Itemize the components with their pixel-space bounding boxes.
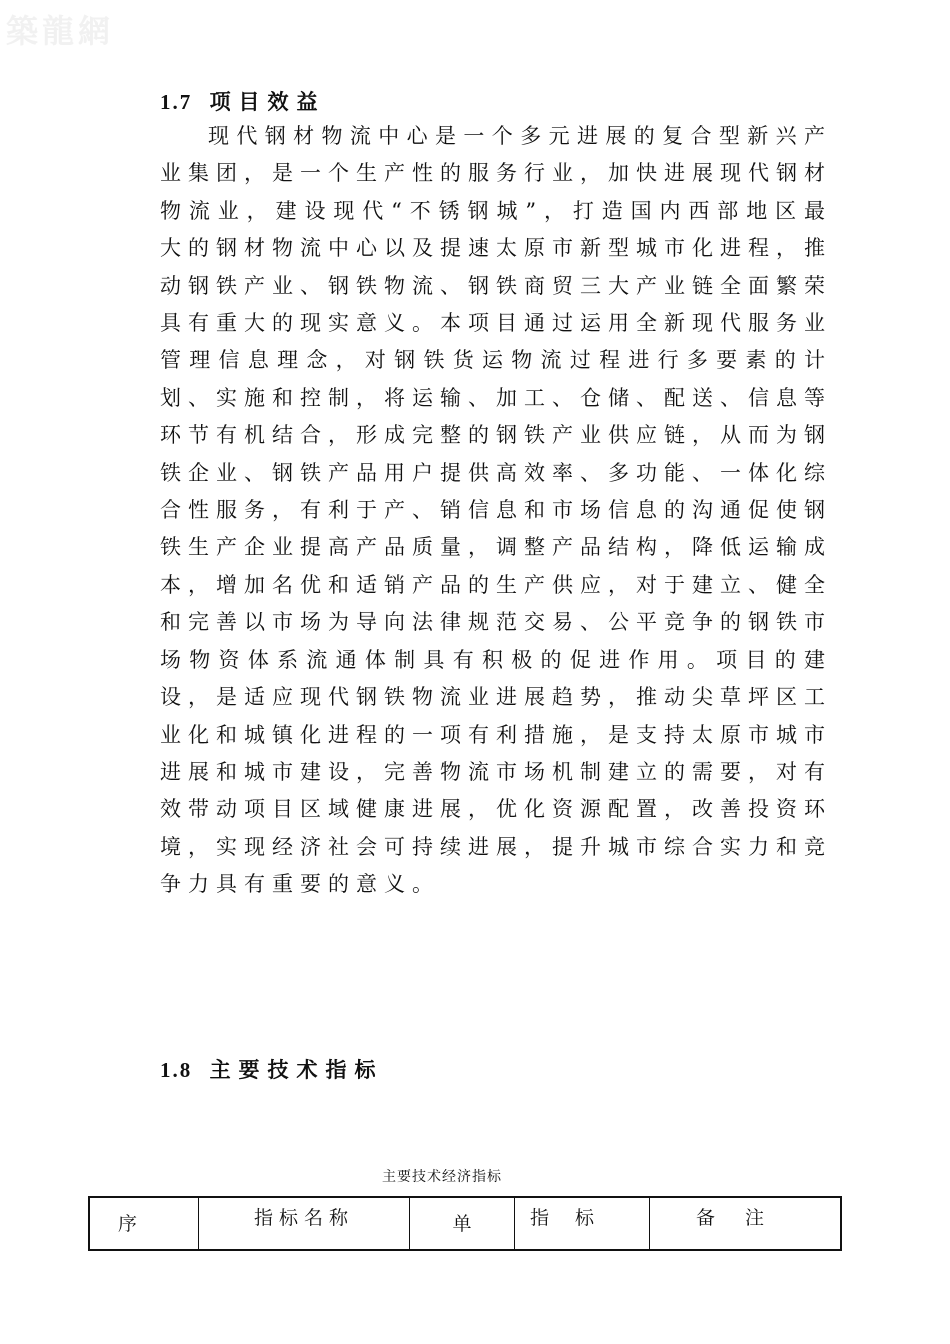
table-caption: 主要技术经济指标 [382, 1169, 502, 1185]
indicators-table [88, 1196, 842, 1251]
header-indicator: 指标 [515, 1197, 650, 1250]
section-number: 1.7 [160, 90, 193, 114]
benefits-paragraph: 现代钢材物流中心是一个多元进展的复合型新兴产业集团，是一个生产性的服务行业，加快进展现代钢材物流业，建设现代“不锈钢城”，打造国内西部地区最大的钢材物流中心以及提速太原市新型城市化进程，推动钢铁产业、钢铁物流、钢铁商贸三大产业链全面繁荣具有重大的现实意义。本项目通过运用全新现代服务业管理信息理念，对钢铁货运物流过程进行多要素的计划、实施和控制，将运输、加工、仓储、配送、信息等环节有机结合，形成完整的钢铁产业供应链，从而为钢铁企业、钢铁产品用户提供高效率、多功能、一体化综合性服务，有利于产、销信息和市场信息的沟通促使钢铁生产企业提高产品质量，调整产品结构，降低运输成本，增加名优和适销产品的生产供应，对于建立、健全和完善以市场为导向法律规范交易、公平竞争的钢铁市场物资体系流通体制具有积极的促进作用。项目的建设，是适应现代钢铁物流业进展趋势，推动尖草坪区工业化和城镇化进程的一项有利措施，是支持太原市城市进展和城市建设，完善物流市场机制建立的需要，对有效带动项目区域健康进展，优化资源配置，改善投资环境，实现经济社会可持续进展，提升城市综合实力和竞争力具有重要的意义。 [160, 124, 832, 897]
section-title: 主要技术指标 [209, 1057, 384, 1082]
table-header-row [89, 1197, 841, 1250]
header-note: 备注 [650, 1197, 842, 1250]
watermark-logo: 築龍網 [6, 12, 115, 50]
header-indicator-name: 指标名称 [199, 1197, 410, 1250]
header-seq: 序 [89, 1197, 199, 1250]
section-heading-1-7 [160, 86, 326, 116]
section-number: 1.8 [160, 1058, 193, 1082]
section-title: 项目效益 [209, 89, 326, 114]
section-heading-1-8 [160, 1054, 384, 1084]
header-unit: 单 [410, 1197, 515, 1250]
